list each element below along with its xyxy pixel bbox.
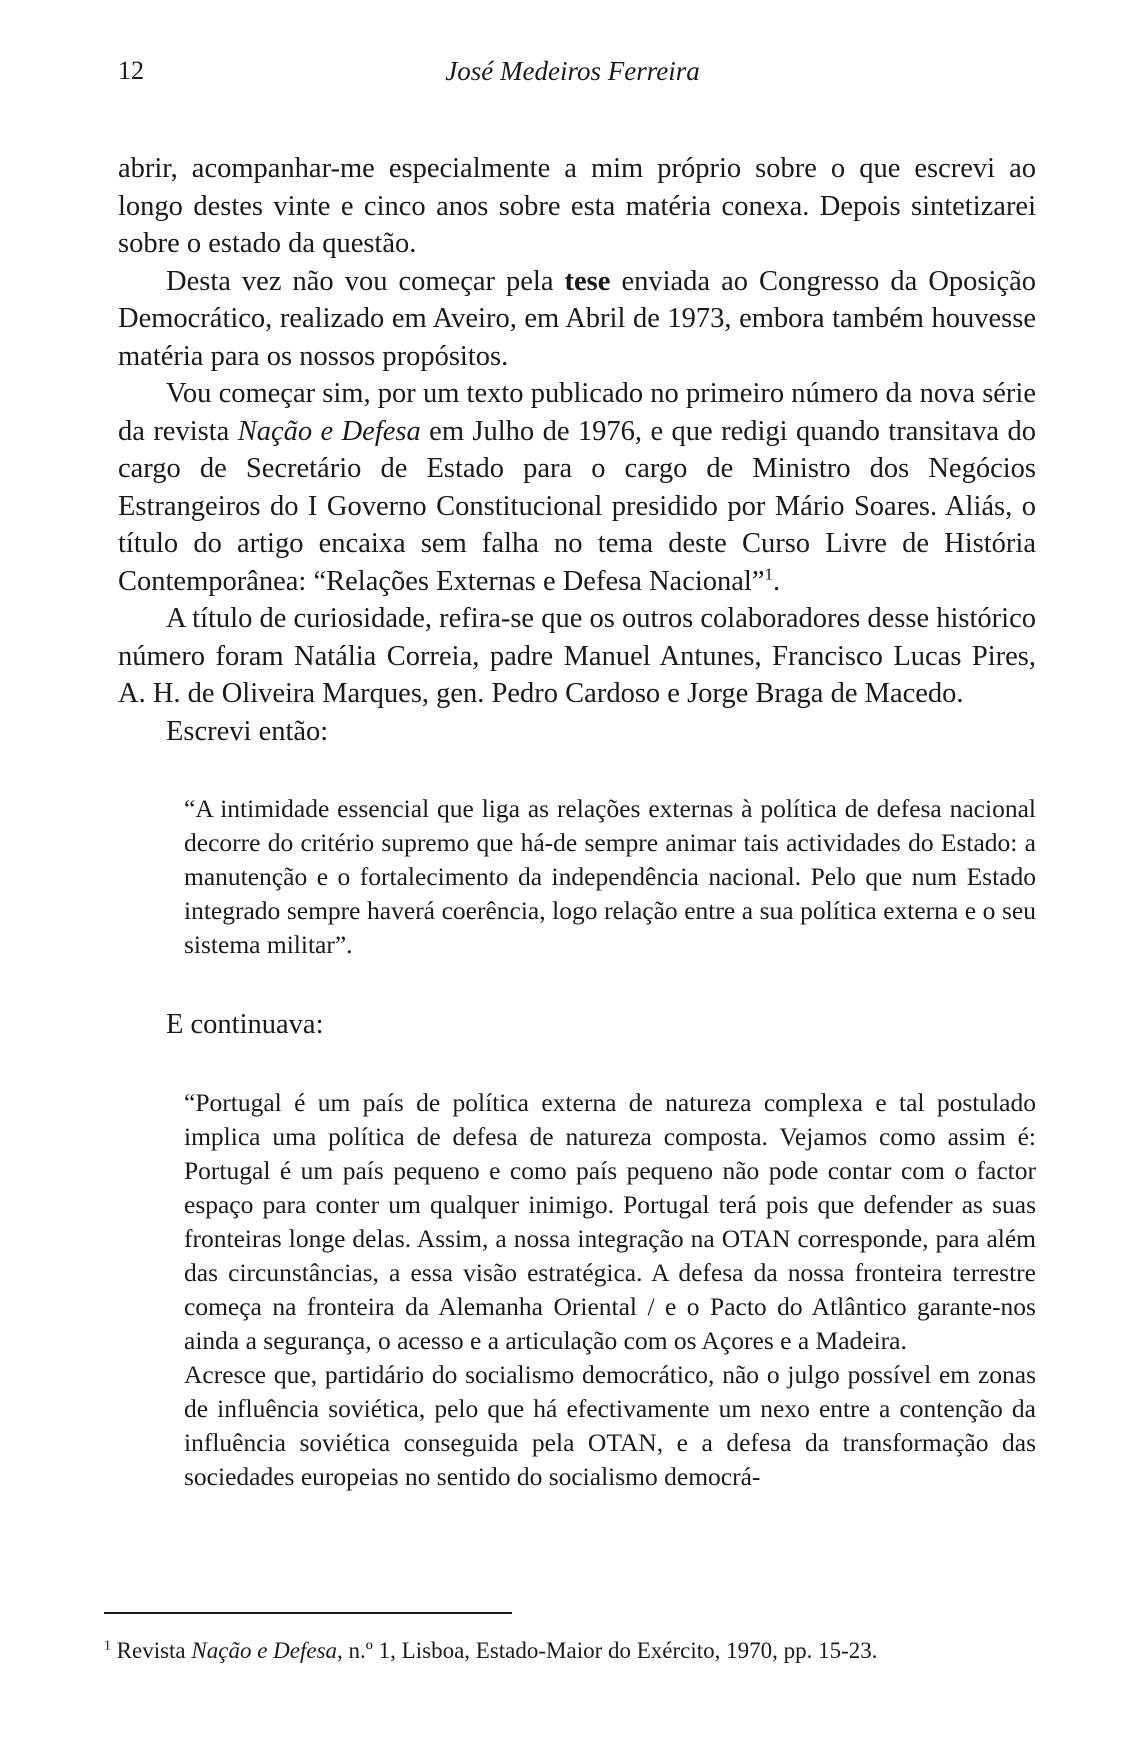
spacer: [118, 750, 1036, 792]
paragraph-1: abrir, acompanhar-me especialmente a mim próprio sobre o que escrevi ao longo destes vinte e cinco anos sobre esta matéria conexa. Depois sintetizarei sobre o estado da questão.: [118, 153, 1036, 259]
paragraph-3-middle: em Julho de 1976, e que redigi quando transitava do cargo de Secretário de Estado para o cargo de Ministro dos Negócios Estrangeiros do I Governo Constitucional presidido por Mário Soares. Aliás, o título do artigo encaixa sem falha no tema deste Curso Livre de História Contemporânea: “Relações Externas e Defesa Nacional”: [118, 415, 1036, 597]
paragraph-2-start: Desta vez não vou começar pela: [166, 265, 565, 297]
thesis-term: tese: [564, 265, 611, 297]
body-text: [118, 150, 1036, 1494]
paragraph-3-end: .: [773, 565, 781, 597]
running-title: José Medeiros Ferreira: [445, 56, 700, 86]
running-head: [0, 52, 1145, 92]
paragraph-3-start: Vou começar sim, por um texto publicado no primeiro número da nova série da revista: [118, 378, 1036, 447]
block-quote-2-continued: Acresce que, partidário do socialismo democrático, não o julgo possível em zonas de influência soviética, pelo que há efectivamente um nexo entre a contenção da influência soviética conseguida pela OTAN, e a defesa da transformação das sociedades europeias no sentido do socialismo democrá-: [184, 1359, 1036, 1491]
paragraph-4: A título de curiosidade, refira-se que os outros colaboradores desse histórico número foram Natália Correia, padre Manuel Antunes, Francisco Lucas Pires, A. H. de Oliveira Marques, gen. Pedro Cardoso e Jorge Braga de Macedo.: [118, 603, 1036, 709]
spacer: [118, 1044, 1036, 1086]
footnote-divider: [104, 1612, 512, 1614]
block-quote-2: “Portugal é um país de política externa de natureza complexa e tal postulado implica uma política de defesa de natureza composta. Vejamos como assim é: Portugal é um país pequeno e como país pequeno não pode contar com o factor espaço para conter um qualquer inimigo. Portugal terá pois que defender as suas fronteiras longe delas. Assim, a nossa integração na OTAN corresponde, para além das circunstâncias, a essa visão estratégica. A defesa da nossa fronteira terrestre começa na fronteira da Alemanha Oriental / e o Pacto do Atlântico garante-nos ainda a segurança, o acesso e a articulação com os Açores e a Madeira.: [184, 1087, 1036, 1355]
footnote-text-end: , n.º 1, Lisboa, Estado-Maior do Exército, 1970, pp. 15-23.: [337, 1638, 878, 1663]
paragraph-3: [118, 375, 1036, 600]
quote-intro-1: Escrevi então:: [166, 715, 329, 747]
paragraph-2-end: enviada ao Congresso da Oposição Democrático, realizado em Aveiro, em Abril de 1973, embora também houvesse matéria para os nossos propósitos.: [118, 265, 1036, 372]
footnote-reference[interactable]: 1: [764, 564, 774, 583]
footnote-number: 1: [104, 1637, 111, 1653]
footnote-text-start: Revista: [110, 1638, 192, 1663]
footnote: [104, 1636, 1044, 1666]
journal-title: Nação e Defesa: [237, 415, 421, 447]
footnote-journal-title: Nação e Defesa: [191, 1638, 338, 1663]
paragraph-2: [118, 263, 1036, 376]
page-number: 12: [118, 56, 144, 85]
spacer: [118, 962, 1036, 1006]
block-quote-1: “A intimidade essencial que liga as relações externas à política de defesa nacional decorre do critério supremo que há-de sempre animar tais actividades do Estado: a manutenção e o fortalecimento da independência nacional. Pelo que num Estado integrado sempre haverá coerência, logo relação entre a sua política externa e o seu sistema militar”.: [184, 794, 1036, 959]
quote-intro-2: E continuava:: [166, 1009, 324, 1040]
